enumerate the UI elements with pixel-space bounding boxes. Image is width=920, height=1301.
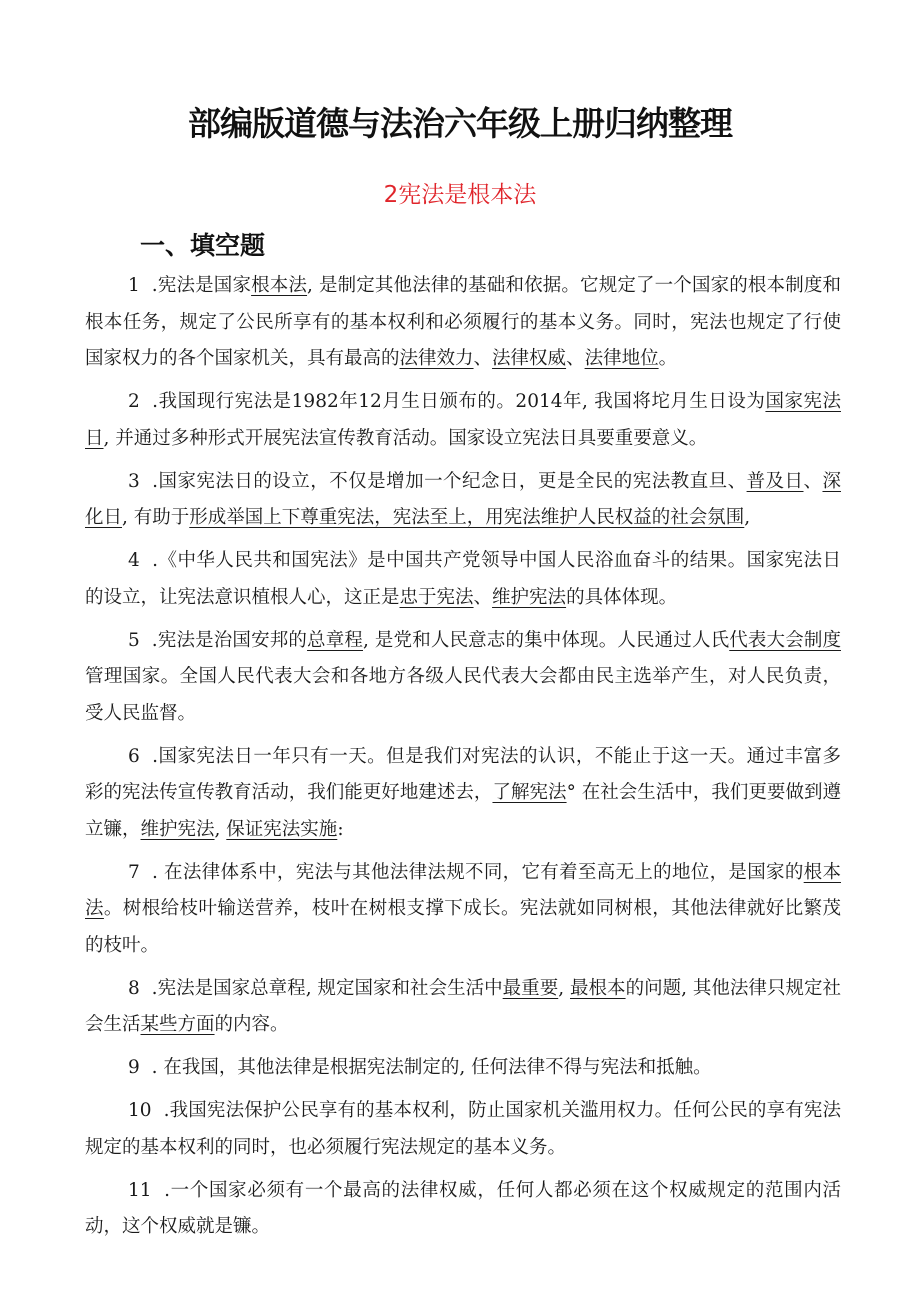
item-text: 的具体体现。 bbox=[566, 586, 678, 608]
item-text: 。树根给枝叶输送营养，枝叶在树根支撑下成长。宪法就如同树根，其他法律就好比繁茂的枝叶。 bbox=[85, 898, 841, 956]
item-text: .我国宪法保护公民享有的基本权利，防止国家机关滥用权力。任何公民的享有宪法规定的基本权利的同时，也必须履行宪法规定的基本义务。 bbox=[85, 1100, 841, 1158]
fill-blank-item bbox=[85, 384, 841, 457]
fill-blank-item bbox=[85, 268, 841, 378]
item-text: . 在我国，其他法律是根据宪法制定的, 任何法律不得与宪法和抵触。 bbox=[145, 1057, 712, 1078]
item-text: 、 bbox=[566, 348, 585, 369]
fill-blank-item bbox=[85, 464, 841, 537]
item-number: 5 bbox=[128, 629, 140, 651]
answer-underline: 普及日 bbox=[746, 470, 804, 492]
item-text: . 在法律体系中，宪法与其他法律法规不同，它有着至高无上的地位，是国家的 bbox=[145, 861, 804, 883]
fill-blank-item bbox=[85, 543, 841, 616]
answer-underline: 忠于宪法 bbox=[399, 586, 474, 608]
item-text: : bbox=[337, 818, 344, 840]
item-text: .《中华人民共和国宪法》是中国共产党领导中国人民浴血奋斗的结果。国家宪法日的设立，让宪法意识植根人心，这正是 bbox=[85, 550, 841, 608]
item-text: .宪法是治国安邦的 bbox=[145, 629, 308, 651]
item-text: .国家宪法日的设立，不仅是增加一个纪念日，更是全民的宪法教直旦、 bbox=[145, 470, 747, 492]
item-number: 9 bbox=[128, 1057, 140, 1078]
fill-blank-item bbox=[85, 1050, 841, 1087]
answer-underline: 法律效力 bbox=[399, 348, 474, 369]
answer-underline: 根本法 bbox=[85, 861, 841, 919]
fill-blank-item bbox=[85, 739, 841, 849]
item-text: ° 在社会生活中，我们更要做到遵立镰， bbox=[85, 782, 841, 840]
item-text: , 是制定其他法律的基础和依据。它规定了一个国家的根本制度和根本任务，规定了公民所享有的基本权利和必须履行的基本义务。同时，宪法也规定了行使国家权力的各个国家机关，具有最高的 bbox=[85, 275, 841, 369]
item-text: , bbox=[558, 977, 570, 999]
fill-blank-item bbox=[85, 1173, 841, 1246]
paragraph-list bbox=[85, 268, 841, 1252]
item-number: 4 bbox=[128, 550, 140, 571]
document-title: 部编版道德与法治六年级上册归纳整理 bbox=[188, 104, 732, 143]
item-number: 8 bbox=[128, 977, 140, 999]
item-text: , 并通过多种形式开展宪法宣传教育活动。国家设立宪法日具要重要意义。 bbox=[103, 427, 708, 449]
answer-underline: 保证宪法实施 bbox=[226, 818, 338, 840]
item-number: 1 bbox=[128, 275, 140, 296]
answer-underline: 法律权威 bbox=[492, 348, 567, 369]
answer-underline: 最根本 bbox=[570, 977, 626, 999]
item-text: 。 bbox=[658, 348, 678, 369]
item-text: , 是党和人民意志的集中体现。人民通过人氏 bbox=[363, 629, 730, 651]
item-text: .国家宪法日一年只有一天。但是我们对宪法的认识，不能止于这一天。通过丰富多彩的宪法传宣传教育活动，我们能更好地建述去， bbox=[85, 745, 841, 803]
item-text: , bbox=[744, 507, 751, 528]
answer-underline: 法律地位 bbox=[584, 348, 659, 369]
section-heading: 一、填空题 bbox=[140, 231, 266, 260]
item-text: .宪法是国家总章程, 规定国家和社会生活中 bbox=[145, 977, 503, 999]
item-text: , 有助于 bbox=[122, 507, 190, 528]
fill-blank-item bbox=[85, 855, 841, 965]
answer-underline: 总章程 bbox=[307, 629, 363, 651]
item-text: 的内容。 bbox=[214, 1014, 289, 1035]
answer-underline: 深化日 bbox=[85, 470, 841, 528]
item-text: 、 bbox=[473, 586, 493, 608]
answer-underline: 维护宪法 bbox=[492, 586, 567, 608]
item-number: 6 bbox=[128, 745, 140, 767]
fill-blank-item bbox=[85, 971, 841, 1044]
answer-underline: 代表大会制度 bbox=[729, 629, 841, 651]
item-text: 、 bbox=[473, 348, 493, 369]
item-text: , bbox=[214, 818, 227, 840]
item-number: 3 bbox=[128, 470, 140, 492]
item-number: 7 bbox=[128, 861, 140, 883]
item-text: 的问题, 其他法律只规定社会生活 bbox=[85, 977, 842, 1035]
answer-underline: 维护宪法 bbox=[140, 818, 215, 840]
lesson-subtitle: 2宪法是根本法 bbox=[383, 182, 537, 208]
answer-underline: 某些方面 bbox=[140, 1014, 215, 1035]
fill-blank-item bbox=[85, 623, 841, 733]
answer-underline: 最重要 bbox=[502, 977, 559, 999]
item-text: 、 bbox=[803, 470, 823, 492]
item-number: 2 bbox=[128, 391, 140, 412]
item-number: 11 bbox=[128, 1179, 152, 1201]
item-text: 管理国家。全国人民代表大会和各地方各级人民代表大会都由民主选举产生，对人民负责，受人民监督。 bbox=[85, 666, 841, 724]
item-text: .宪法是国家 bbox=[145, 275, 252, 296]
item-number: 10 bbox=[128, 1100, 152, 1121]
answer-underline: 了解宪法 bbox=[492, 782, 567, 803]
answer-underline: 国家宪法日 bbox=[85, 391, 841, 449]
answer-underline: 形成举国上下尊重宪法，宪法至上，用宪法维护人民权益的社会氛围 bbox=[189, 507, 745, 528]
item-text: .我国现行宪法是1982年12月生日颁布的。2014年, 我国将坨月生日设为 bbox=[145, 391, 766, 412]
answer-underline: 根本法 bbox=[251, 275, 308, 296]
item-text: .一个国家必须有一个最高的法律权威，任何人都必须在这个权威规定的范围内活动，这个权威就是镰。 bbox=[85, 1179, 841, 1237]
fill-blank-item bbox=[85, 1093, 841, 1166]
